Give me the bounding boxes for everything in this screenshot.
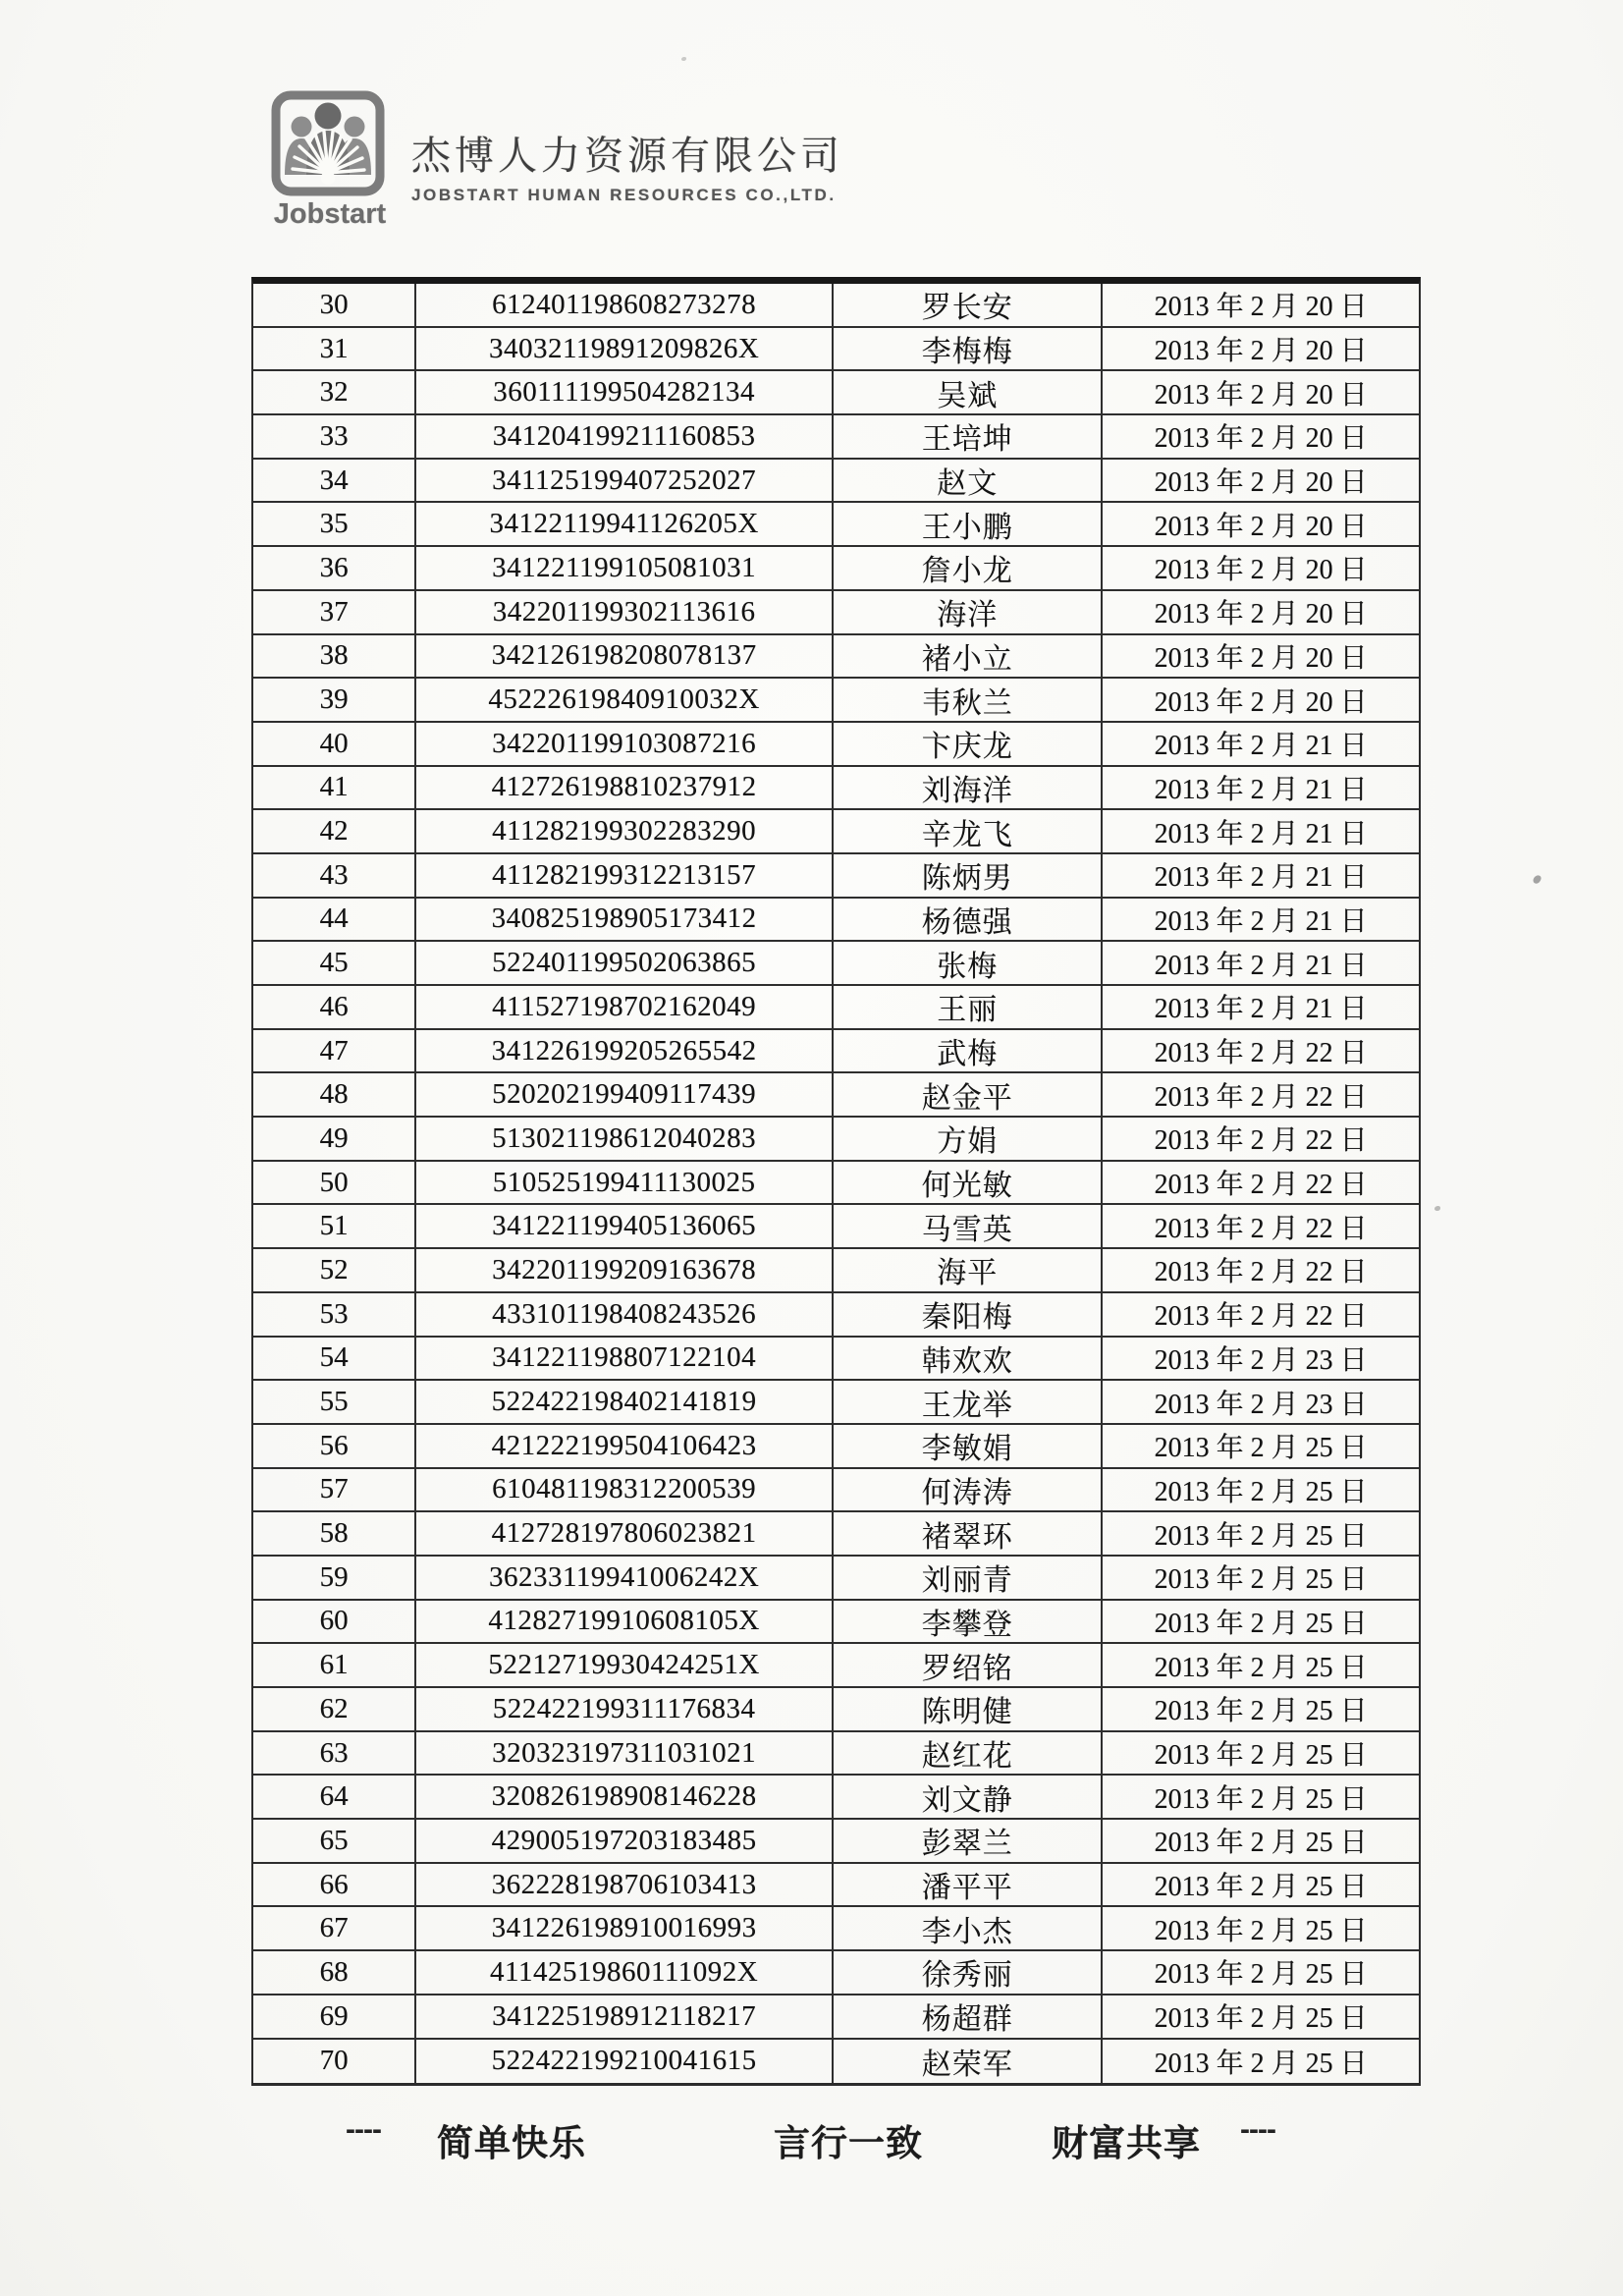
table-row [253,1425,1419,1469]
cell-sequence-number: 30 [253,284,416,326]
cell-register-date: 2013 年 2 月 21 日 [1154,950,1368,981]
cell-id-number: 341226199205265542 [416,1030,834,1072]
cell-register-date: 2013 年 2 月 25 日 [1154,1608,1368,1639]
cell-id-number: 411527198702162049 [416,986,834,1028]
cell-register-date: 2013 年 2 月 20 日 [1154,642,1368,674]
cell-id-number: 41142519860111092X [416,1951,834,1994]
cell-sequence-number: 59 [253,1557,416,1599]
cell-person-name: 刘丽青 [834,1557,1103,1599]
cell-person-name: 李梅梅 [834,328,1103,370]
cell-sequence-number: 44 [253,899,416,941]
cell-person-name: 詹小龙 [834,547,1103,589]
cell-person-name: 褚翠环 [834,1512,1103,1555]
cell-register-date: 2013 年 2 月 21 日 [1154,731,1368,762]
cell-person-name: 赵金平 [834,1073,1103,1116]
footer-slogan-line [0,2113,1623,2162]
cell-person-name: 刘文静 [834,1776,1103,1818]
cell-id-number: 341221199105081031 [416,547,834,589]
table-row [253,635,1419,680]
table-row [253,986,1419,1030]
cell-sequence-number: 35 [253,503,416,545]
cell-register-date: 2013 年 2 月 20 日 [1154,555,1368,586]
cell-person-name: 何涛涛 [834,1469,1103,1511]
cell-person-name: 方娟 [834,1118,1103,1160]
cell-sequence-number: 56 [253,1425,416,1467]
cell-id-number: 342201199302113616 [416,591,834,633]
table-row [253,1293,1419,1338]
cell-register-date: 2013 年 2 月 25 日 [1154,1828,1368,1859]
table-row [253,899,1419,943]
cell-sequence-number: 50 [253,1162,416,1204]
cell-person-name: 武梅 [834,1030,1103,1072]
cell-id-number: 36233119941006242X [416,1557,834,1599]
cell-id-number: 412726198810237912 [416,767,834,809]
cell-id-number: 342201199103087216 [416,723,834,765]
company-name-en: JOBSTART HUMAN RESOURCES CO.,LTD. [411,186,837,204]
cell-id-number: 411282199312213157 [416,854,834,897]
table-row [253,2040,1419,2084]
table-row [253,328,1419,372]
cell-person-name: 陈明健 [834,1688,1103,1730]
cell-id-number: 522422199210041615 [416,2040,834,2084]
cell-person-name: 彭翠兰 [834,1820,1103,1862]
cell-person-name: 刘海洋 [834,767,1103,809]
cell-sequence-number: 67 [253,1907,416,1949]
cell-sequence-number: 39 [253,679,416,721]
table-row [253,679,1419,723]
table-row [253,1162,1419,1206]
table-row [253,1381,1419,1425]
cell-register-date: 2013 年 2 月 25 日 [1154,2048,1368,2079]
jobstart-logo-icon [271,90,385,196]
cell-person-name: 李小杰 [834,1907,1103,1949]
cell-sequence-number: 45 [253,942,416,984]
cell-person-name: 张梅 [834,942,1103,984]
cell-id-number: 362228198706103413 [416,1864,834,1906]
cell-sequence-number: 70 [253,2040,416,2084]
cell-person-name: 潘平平 [834,1864,1103,1906]
cell-register-date: 2013 年 2 月 22 日 [1154,1301,1368,1333]
logo-wordmark: Jobstart [273,198,387,230]
cell-register-date: 2013 年 2 月 20 日 [1154,511,1368,542]
cell-id-number: 41282719910608105X [416,1601,834,1643]
cell-sequence-number: 54 [253,1338,416,1380]
cell-id-number: 510525199411130025 [416,1162,834,1204]
table-row [253,1030,1419,1074]
cell-id-number: 340825198905173412 [416,899,834,941]
cell-person-name: 赵文 [834,460,1103,502]
table-row [253,1644,1419,1688]
table-row [253,1601,1419,1645]
cell-person-name: 海平 [834,1249,1103,1291]
table-row [253,591,1419,635]
table-row [253,767,1419,811]
cell-id-number: 52212719930424251X [416,1644,834,1686]
cell-register-date: 2013 年 2 月 23 日 [1154,1389,1368,1420]
table-row [253,1118,1419,1162]
cell-register-date: 2013 年 2 月 25 日 [1154,1915,1368,1946]
register-table-body [253,284,1419,2083]
cell-person-name: 李攀登 [834,1601,1103,1643]
cell-sequence-number: 69 [253,1995,416,2038]
cell-person-name: 海洋 [834,591,1103,633]
cell-register-date: 2013 年 2 月 20 日 [1154,292,1368,323]
cell-person-name: 吴斌 [834,371,1103,413]
cell-id-number: 411282199302283290 [416,810,834,852]
cell-id-number: 341221199405136065 [416,1205,834,1247]
cell-sequence-number: 51 [253,1205,416,1247]
cell-sequence-number: 52 [253,1249,416,1291]
cell-person-name: 何光敏 [834,1162,1103,1204]
cell-register-date: 2013 年 2 月 21 日 [1154,774,1368,805]
table-row [253,1469,1419,1513]
cell-id-number: 429005197203183485 [416,1820,834,1862]
cell-id-number: 341226198910016993 [416,1907,834,1949]
company-name-cn: 杰博人力资源有限公司 [411,134,843,178]
table-row [253,1995,1419,2040]
cell-id-number: 522422199311176834 [416,1688,834,1730]
cell-id-number: 34032119891209826X [416,328,834,370]
cell-sequence-number: 68 [253,1951,416,1994]
company-logo [271,90,389,231]
cell-person-name: 王龙举 [834,1381,1103,1423]
cell-sequence-number: 63 [253,1732,416,1775]
cell-id-number: 433101198408243526 [416,1293,834,1336]
cell-sequence-number: 32 [253,371,416,413]
footer-slogan: 言行一致 [774,2123,923,2163]
cell-sequence-number: 46 [253,986,416,1028]
cell-sequence-number: 55 [253,1381,416,1423]
cell-id-number: 412728197806023821 [416,1512,834,1555]
cell-sequence-number: 40 [253,723,416,765]
cell-person-name: 罗绍铭 [834,1644,1103,1686]
cell-register-date: 2013 年 2 月 22 日 [1154,1125,1368,1157]
cell-id-number: 612401198608273278 [416,284,834,326]
table-row [253,854,1419,899]
table-row [253,460,1419,504]
cell-person-name: 韦秋兰 [834,679,1103,721]
cell-sequence-number: 49 [253,1118,416,1160]
table-row [253,1205,1419,1249]
cell-register-date: 2013 年 2 月 20 日 [1154,336,1368,367]
footer-dash-left: ---- [346,2113,381,2146]
cell-person-name: 褚小立 [834,635,1103,678]
cell-sequence-number: 57 [253,1469,416,1511]
cell-id-number: 360111199504282134 [416,371,834,413]
cell-person-name: 杨超群 [834,1995,1103,2038]
scan-speck [681,57,686,61]
cell-register-date: 2013 年 2 月 22 日 [1154,1257,1368,1288]
cell-person-name: 卞庆龙 [834,723,1103,765]
cell-register-date: 2013 年 2 月 21 日 [1154,905,1368,937]
cell-id-number: 342126198208078137 [416,635,834,678]
cell-register-date: 2013 年 2 月 20 日 [1154,686,1368,718]
cell-id-number: 341125199407252027 [416,460,834,502]
cell-id-number: 45222619840910032X [416,679,834,721]
table-row [253,1249,1419,1293]
cell-sequence-number: 66 [253,1864,416,1906]
cell-person-name: 秦阳梅 [834,1293,1103,1336]
table-row [253,1907,1419,1951]
cell-sequence-number: 33 [253,415,416,458]
cell-register-date: 2013 年 2 月 25 日 [1154,1433,1368,1464]
table-row [253,942,1419,986]
cell-id-number: 341204199211160853 [416,415,834,458]
cell-register-date: 2013 年 2 月 25 日 [1154,1783,1368,1815]
cell-sequence-number: 31 [253,328,416,370]
cell-id-number: 341225198912118217 [416,1995,834,2038]
cell-register-date: 2013 年 2 月 20 日 [1154,423,1368,455]
cell-id-number: 34122119941126205X [416,503,834,545]
cell-sequence-number: 47 [253,1030,416,1072]
cell-register-date: 2013 年 2 月 25 日 [1154,1564,1368,1596]
cell-person-name: 辛龙飞 [834,810,1103,852]
cell-register-date: 2013 年 2 月 22 日 [1154,1170,1368,1201]
cell-register-date: 2013 年 2 月 25 日 [1154,1872,1368,1903]
cell-person-name: 陈炳男 [834,854,1103,897]
table-row [253,810,1419,854]
cell-person-name: 杨德强 [834,899,1103,941]
cell-person-name: 赵荣军 [834,2040,1103,2084]
cell-register-date: 2013 年 2 月 20 日 [1154,599,1368,630]
cell-id-number: 342201199209163678 [416,1249,834,1291]
cell-register-date: 2013 年 2 月 22 日 [1154,1081,1368,1113]
cell-sequence-number: 38 [253,635,416,678]
table-row [253,1864,1419,1908]
scan-speck [1434,1206,1440,1211]
cell-sequence-number: 58 [253,1512,416,1555]
cell-person-name: 王丽 [834,986,1103,1028]
table-row [253,1073,1419,1118]
cell-register-date: 2013 年 2 月 21 日 [1154,994,1368,1025]
cell-register-date: 2013 年 2 月 20 日 [1154,467,1368,499]
cell-person-name: 马雪英 [834,1205,1103,1247]
cell-sequence-number: 41 [253,767,416,809]
cell-sequence-number: 36 [253,547,416,589]
cell-id-number: 522422198402141819 [416,1381,834,1423]
cell-register-date: 2013 年 2 月 25 日 [1154,2003,1368,2035]
table-row [253,1688,1419,1732]
cell-register-date: 2013 年 2 月 25 日 [1154,1476,1368,1507]
footer-slogan: 简单快乐 [437,2123,586,2163]
cell-sequence-number: 42 [253,810,416,852]
cell-register-date: 2013 年 2 月 25 日 [1154,1740,1368,1772]
cell-sequence-number: 43 [253,854,416,897]
cell-sequence-number: 60 [253,1601,416,1643]
table-row [253,1951,1419,1995]
cell-id-number: 513021198612040283 [416,1118,834,1160]
cell-id-number: 520202199409117439 [416,1073,834,1116]
cell-sequence-number: 62 [253,1688,416,1730]
cell-id-number: 320323197311031021 [416,1732,834,1775]
cell-id-number: 421222199504106423 [416,1425,834,1467]
cell-person-name: 韩欢欢 [834,1338,1103,1380]
cell-person-name: 罗长安 [834,284,1103,326]
cell-sequence-number: 37 [253,591,416,633]
cell-person-name: 王小鹏 [834,503,1103,545]
table-row [253,415,1419,460]
cell-id-number: 522401199502063865 [416,942,834,984]
table-row [253,547,1419,591]
table-row [253,1820,1419,1864]
table-row [253,284,1419,328]
cell-register-date: 2013 年 2 月 25 日 [1154,1520,1368,1552]
cell-sequence-number: 65 [253,1820,416,1862]
table-row [253,1776,1419,1820]
cell-id-number: 320826198908146228 [416,1776,834,1818]
scan-speck [1532,874,1542,885]
table-row [253,1512,1419,1557]
table-row [253,1557,1419,1601]
cell-person-name: 赵红花 [834,1732,1103,1775]
table-row [253,723,1419,767]
cell-register-date: 2013 年 2 月 25 日 [1154,1652,1368,1683]
cell-register-date: 2013 年 2 月 22 日 [1154,1038,1368,1069]
table-row [253,371,1419,415]
table-row [253,503,1419,547]
cell-sequence-number: 53 [253,1293,416,1336]
table-row [253,1732,1419,1777]
register-table [251,277,1421,2086]
cell-register-date: 2013 年 2 月 23 日 [1154,1344,1368,1376]
cell-person-name: 李敏娟 [834,1425,1103,1467]
cell-register-date: 2013 年 2 月 21 日 [1154,818,1368,849]
cell-sequence-number: 48 [253,1073,416,1116]
cell-register-date: 2013 年 2 月 25 日 [1154,1696,1368,1727]
footer-dash-right: ---- [1240,2113,1275,2146]
cell-sequence-number: 34 [253,460,416,502]
cell-id-number: 341221198807122104 [416,1338,834,1380]
cell-register-date: 2013 年 2 月 21 日 [1154,862,1368,894]
company-name-block [411,125,843,205]
cell-person-name: 王培坤 [834,415,1103,458]
cell-sequence-number: 64 [253,1776,416,1818]
cell-person-name: 徐秀丽 [834,1951,1103,1994]
cell-id-number: 610481198312200539 [416,1469,834,1511]
footer-slogan: 财富共享 [1052,2123,1201,2163]
table-row [253,1338,1419,1382]
cell-register-date: 2013 年 2 月 22 日 [1154,1213,1368,1244]
cell-register-date: 2013 年 2 月 20 日 [1154,379,1368,410]
cell-register-date: 2013 年 2 月 25 日 [1154,1959,1368,1991]
cell-sequence-number: 61 [253,1644,416,1686]
